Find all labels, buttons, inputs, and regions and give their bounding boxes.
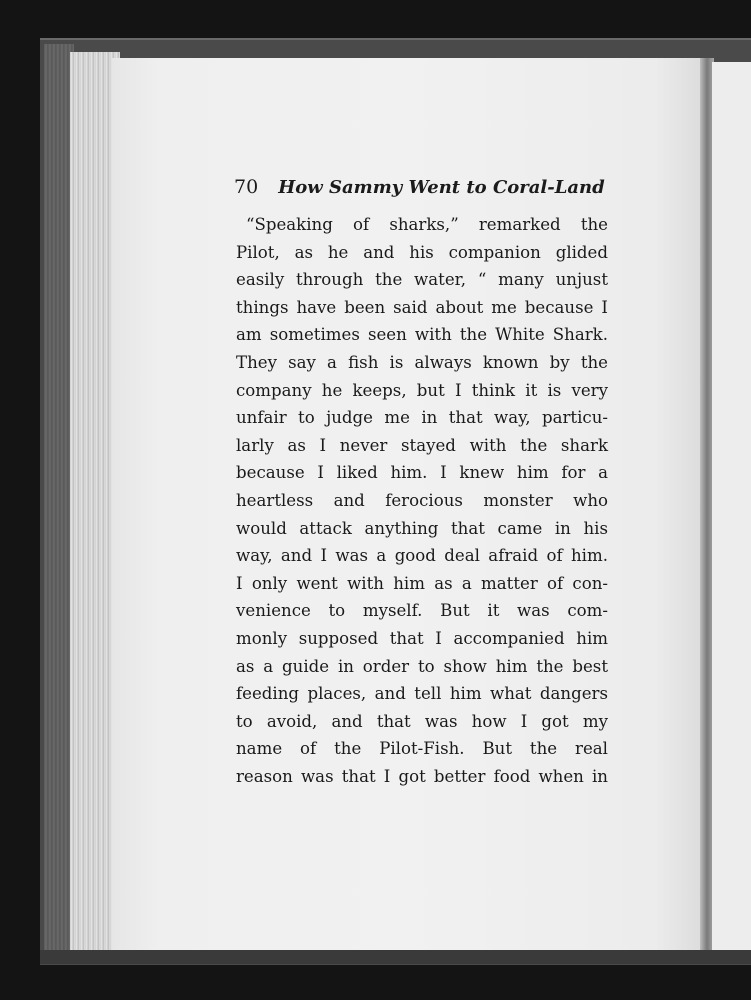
text-line: name of the Pilot-Fish. But the real — [236, 739, 608, 759]
page-number: 70 — [234, 176, 259, 198]
text-line: to avoid, and that was how I got my — [236, 711, 608, 731]
cover-bottom — [40, 950, 751, 964]
facing-page — [712, 62, 751, 950]
text-line: venience to myself. But it was com- — [236, 601, 608, 621]
text-line: They say a fish is always known by the — [236, 352, 608, 372]
text-line: as a guide in order to show him the best — [236, 656, 608, 676]
running-title: How Sammy Went to Coral-Land — [278, 177, 605, 198]
text-line: because I liked him. I knew him for a — [236, 463, 608, 483]
body-text — [236, 211, 608, 790]
text-line: I only went with him as a matter of con- — [236, 573, 608, 593]
text-line: larly as I never stayed with the shark — [236, 435, 608, 455]
text-line: things have been said about me because I — [236, 297, 608, 317]
text-line: way, and I was a good deal afraid of him. — [236, 546, 608, 566]
text-line: Pilot, as he and his companion glided — [236, 242, 608, 262]
text-line: am sometimes seen with the White Shark. — [236, 325, 608, 345]
text-line: would attack anything that came in his — [236, 518, 608, 538]
text-line: unfair to judge me in that way, particu- — [236, 408, 608, 428]
text-line: heartless and ferocious monster who — [236, 490, 608, 510]
text-line: monly supposed that I accompanied him — [236, 628, 608, 648]
page-header — [234, 176, 614, 198]
text-line: “Speaking of sharks,” remarked the — [246, 215, 608, 234]
text-line: feeding places, and tell him what dangers — [236, 684, 608, 704]
text-line: easily through the water, “ many unjust — [236, 270, 608, 290]
text-line: company he keeps, but I think it is very — [236, 380, 608, 400]
text-line: reason was that I got better food when in — [236, 766, 608, 786]
